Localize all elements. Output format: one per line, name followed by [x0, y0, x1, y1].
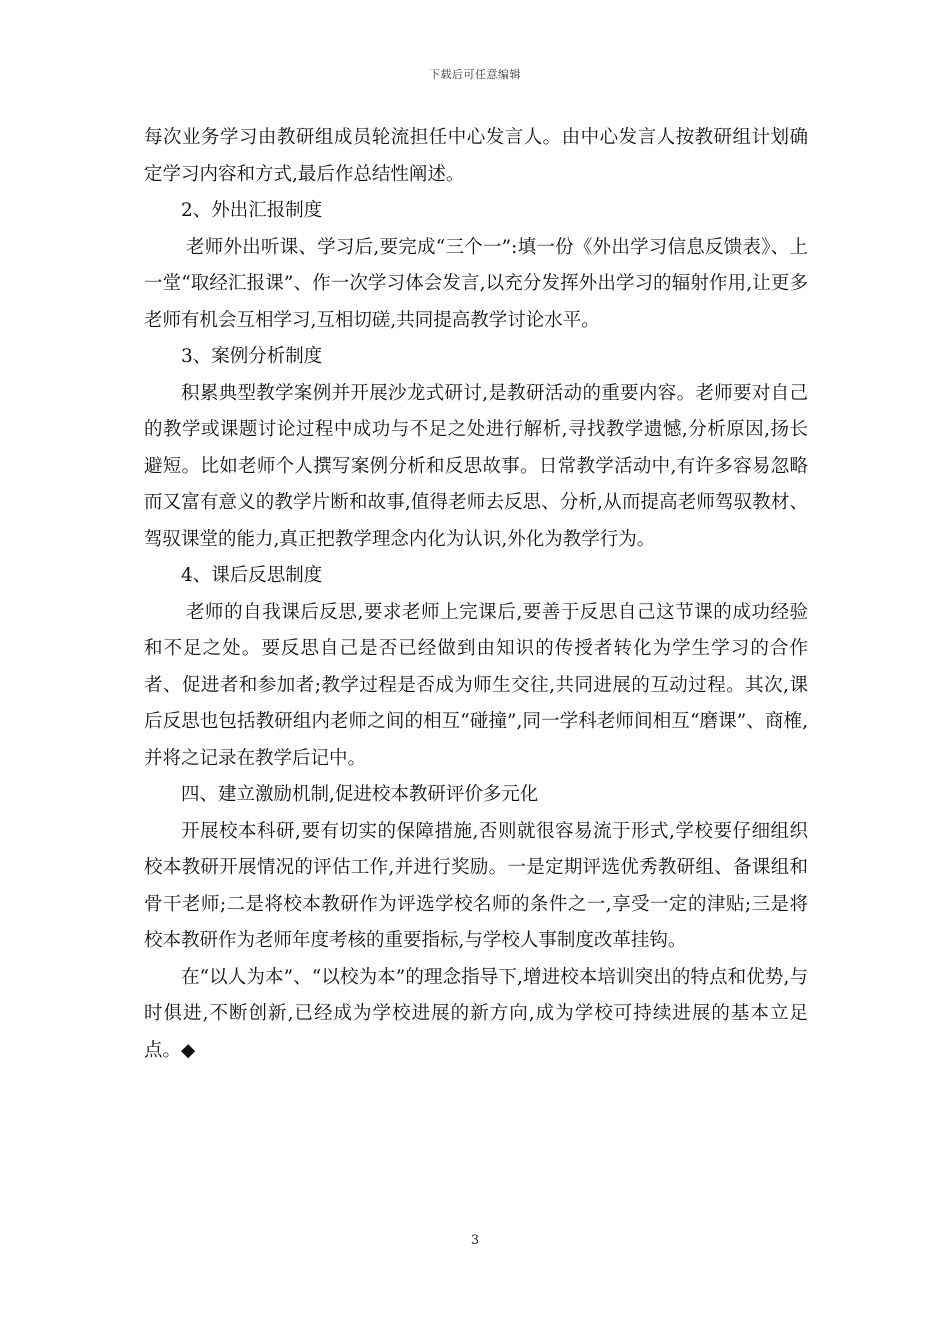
document-body [144, 120, 808, 1069]
heading-reflection: 4、课后反思制度 [181, 565, 323, 586]
heading-report-system: 2、外出汇报制度 [181, 200, 323, 221]
paragraph-report-system: 老师外出听课、学习后,要完成“三个一”:填一份《外出学习信息反馈表》、上一堂“取经汇报课”、作一次学习体会发言,以充分发挥外出学习的辐射作用,让更多老师有机会互相学习,互相切磋,共同提高教学讨论水平。 [144, 236, 808, 331]
paragraph-reflection: 老师的自我课后反思,要求老师上完课后,要善于反思自己这节课的成功经验和不足之处。要反思自己是否已经做到由知识的传授者转化为学生学习的合作者、促进者和参加者;教学过程是否成为师生交往,共同进展的互动过程。其次,课后反思也包括教研组内老师之间的相互“碰撞”,同一学科老师间相互“磨课”、商榷,并将之记录在教学后记中。 [144, 601, 808, 769]
heading-case-analysis: 3、案例分析制度 [181, 346, 323, 367]
paragraph-study-rotation: 每次业务学习由教研组成员轮流担任中心发言人。由中心发言人按教研组计划确定学习内容和方式,最后作总结性阐述。 [144, 127, 808, 185]
page-number: 3 [470, 1233, 480, 1248]
paragraph-conclusion: 在“以人为本”、“以校为本”的理念指导下,增进校本培训突出的特点和优势,与时俱进,不断创新,已经成为学校进展的新方向,成为学校可持续进展的基本立足点。◆ [144, 966, 808, 1061]
heading-incentive: 四、建立激励机制,促进校本教研评价多元化 [181, 784, 539, 805]
header-note: 下载后可任意编辑 [429, 68, 521, 81]
paragraph-case-analysis: 积累典型教学案例并开展沙龙式研讨,是教研活动的重要内容。老师要对自己的教学或课题讨论过程中成功与不足之处进行解析,寻找教学遗憾,分析原因,扬长避短。比如老师个人撰写案例分析和反思故事。日常教学活动中,有许多容易忽略而又富有意义的教学片断和故事,值得老师去反思、分析,从而提高老师驾驭教材、驾驭课堂的能力,真正把教学理念内化为认识,外化为教学行为。 [144, 382, 808, 550]
paragraph-incentive: 开展校本科研,要有切实的保障措施,否则就很容易流于形式,学校要仔细组织校本教研开展情况的评估工作,并进行奖励。一是定期评选优秀教研组、备课组和骨干老师;二是将校本教研作为评选学校名师的条件之一,享受一定的津贴;三是将校本教研作为老师年度考核的重要指标,与学校人事制度改革挂钩。 [144, 820, 808, 951]
